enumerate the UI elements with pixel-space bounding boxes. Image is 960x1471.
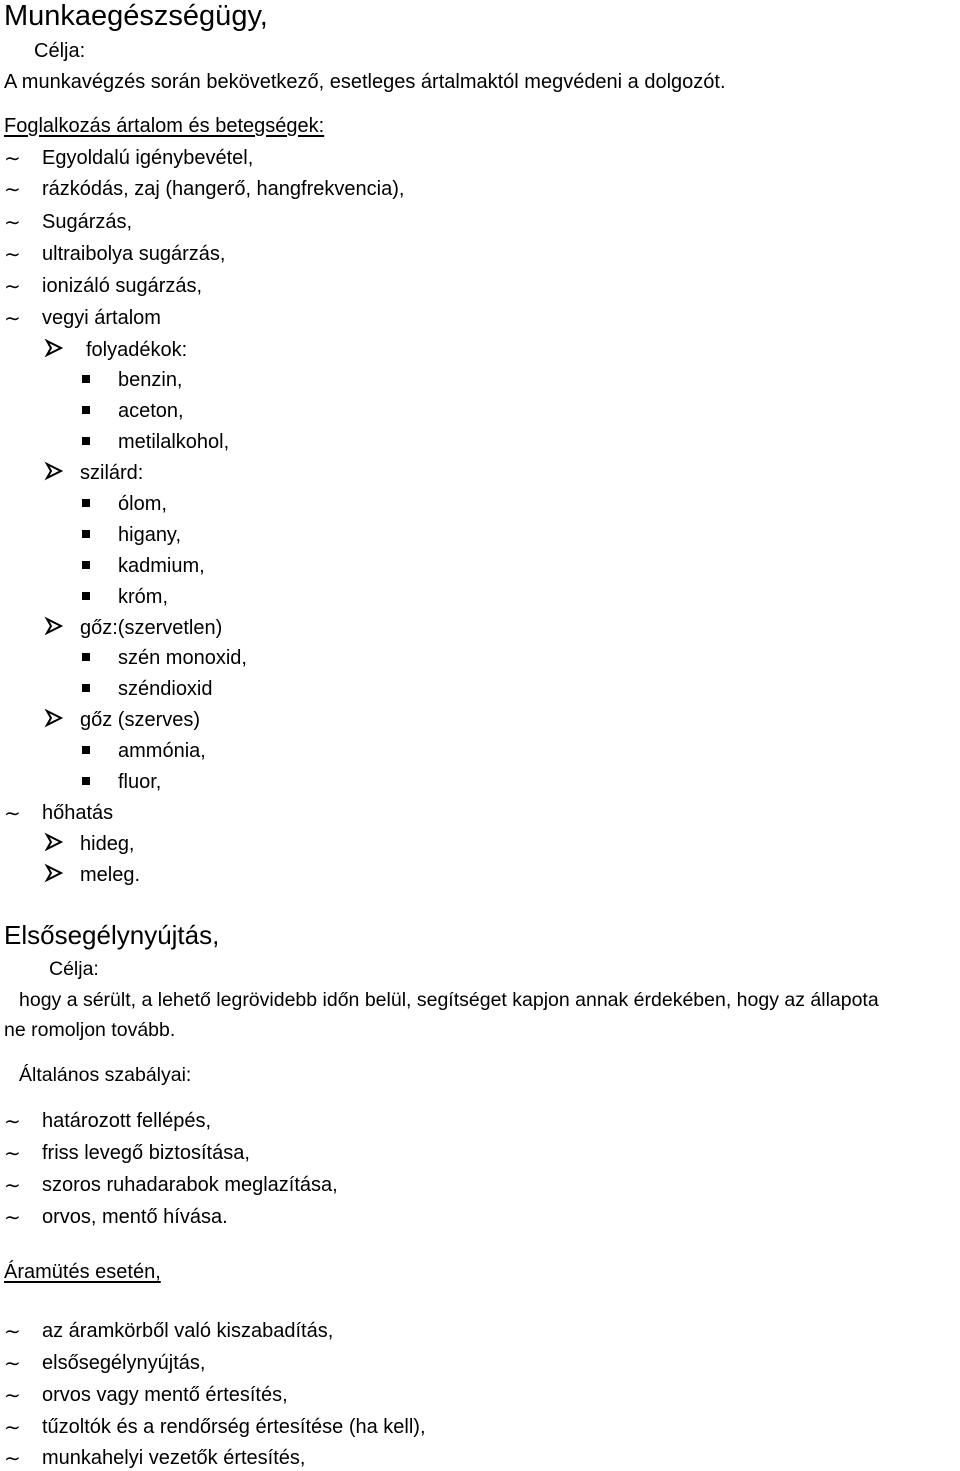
- hazard-item-label: hőhatás: [42, 802, 114, 824]
- heat-item-label: meleg.: [80, 864, 141, 886]
- chemical-group-label: gőz (szerves): [80, 709, 201, 731]
- chemical-item-label: metilalkohol,: [118, 431, 230, 453]
- tilde-bullet-icon: ∼: [4, 1383, 21, 1407]
- tilde-bullet-icon: ∼: [4, 210, 21, 234]
- arrowhead-bullet-icon: [44, 337, 66, 359]
- first-aid-rule-label: szoros ruhadarabok meglazítása,: [42, 1174, 338, 1196]
- first-aid-goal-label: Célja:: [49, 958, 99, 980]
- square-bullet-icon: [82, 561, 90, 569]
- square-bullet-icon: [82, 777, 90, 785]
- tilde-bullet-icon: ∼: [4, 146, 21, 170]
- electric-shock-heading: Áramütés esetén,: [4, 1261, 161, 1283]
- tilde-bullet-icon: ∼: [4, 306, 21, 330]
- first-aid-rules-heading: Általános szabályai:: [19, 1064, 192, 1086]
- square-bullet-icon: [82, 746, 90, 754]
- tilde-bullet-icon: ∼: [4, 1141, 21, 1165]
- tilde-bullet-icon: ∼: [4, 1319, 21, 1343]
- chemical-item-label: króm,: [118, 586, 168, 608]
- arrowhead-bullet-icon: [44, 615, 66, 637]
- arrowhead-bullet-icon: [44, 707, 66, 729]
- arrowhead-bullet-icon: [44, 831, 66, 853]
- hazards-heading: Foglalkozás ártalom és betegségek:: [4, 115, 325, 137]
- chemical-item-label: ólom,: [118, 493, 167, 515]
- tilde-bullet-icon: ∼: [4, 1109, 21, 1133]
- square-bullet-icon: [82, 499, 90, 507]
- intro-goal-label: Célja:: [34, 40, 86, 62]
- electric-shock-step-label: elsősegélynyújtás,: [42, 1352, 206, 1374]
- chemical-item-label: benzin,: [118, 369, 183, 391]
- tilde-bullet-icon: ∼: [4, 1446, 21, 1470]
- intro-goal-text: A munkavégzés során bekövetkező, esetleges ártalmaktól megvédeni a dolgozót.: [4, 71, 726, 93]
- arrowhead-bullet-icon: [44, 460, 66, 482]
- chemical-item-label: széndioxid: [118, 678, 213, 700]
- square-bullet-icon: [82, 437, 90, 445]
- tilde-bullet-icon: ∼: [4, 1205, 21, 1229]
- page-title: Munkaegészségügy,: [4, 0, 268, 32]
- heat-item-label: hideg,: [80, 833, 135, 855]
- hazard-item-label: ultraibolya sugárzás,: [42, 243, 226, 265]
- square-bullet-icon: [82, 375, 90, 383]
- first-aid-goal-text-line2: ne romoljon tovább.: [4, 1019, 176, 1041]
- electric-shock-step-label: orvos vagy mentő értesítés,: [42, 1384, 288, 1406]
- first-aid-rule-label: friss levegő biztosítása,: [42, 1142, 250, 1164]
- first-aid-title: Elsősegélynyújtás,: [4, 920, 220, 950]
- chemical-item-label: kadmium,: [118, 555, 205, 577]
- tilde-bullet-icon: ∼: [4, 1173, 21, 1197]
- square-bullet-icon: [82, 592, 90, 600]
- chemical-item-label: higany,: [118, 524, 182, 546]
- first-aid-goal-text-line1: hogy a sérült, a lehető legrövidebb időn belül, segítséget kapjon annak érdekében, hogy az állapota: [19, 989, 879, 1011]
- electric-shock-step-label: munkahelyi vezetők értesítés,: [42, 1447, 306, 1469]
- hazard-item-label: rázkódás, zaj (hangerő, hangfrekvencia),: [42, 178, 405, 200]
- hazard-item-label: vegyi ártalom: [42, 307, 161, 329]
- tilde-bullet-icon: ∼: [4, 177, 21, 201]
- tilde-bullet-icon: ∼: [4, 1351, 21, 1375]
- square-bullet-icon: [82, 406, 90, 414]
- hazard-item-label: Sugárzás,: [42, 211, 133, 233]
- hazard-item-label: Egyoldalú igénybevétel,: [42, 147, 254, 169]
- square-bullet-icon: [82, 530, 90, 538]
- chemical-group-label: folyadékok:: [86, 339, 188, 361]
- tilde-bullet-icon: ∼: [4, 801, 21, 825]
- chemical-item-label: fluor,: [118, 771, 162, 793]
- electric-shock-step-label: az áramkörből való kiszabadítás,: [42, 1320, 334, 1342]
- chemical-group-label: szilárd:: [80, 462, 144, 484]
- hazard-item-label: ionizáló sugárzás,: [42, 275, 203, 297]
- chemical-item-label: szén monoxid,: [118, 647, 247, 669]
- tilde-bullet-icon: ∼: [4, 242, 21, 266]
- first-aid-rule-label: orvos, mentő hívása.: [42, 1206, 228, 1228]
- tilde-bullet-icon: ∼: [4, 1415, 21, 1439]
- chemical-item-label: aceton,: [118, 400, 184, 422]
- tilde-bullet-icon: ∼: [4, 274, 21, 298]
- arrowhead-bullet-icon: [44, 862, 66, 884]
- square-bullet-icon: [82, 653, 90, 661]
- square-bullet-icon: [82, 684, 90, 692]
- electric-shock-step-label: tűzoltók és a rendőrség értesítése (ha kell),: [42, 1416, 426, 1438]
- chemical-item-label: ammónia,: [118, 740, 206, 762]
- chemical-group-label: gőz:(szervetlen): [80, 617, 223, 639]
- first-aid-rule-label: határozott fellépés,: [42, 1110, 211, 1132]
